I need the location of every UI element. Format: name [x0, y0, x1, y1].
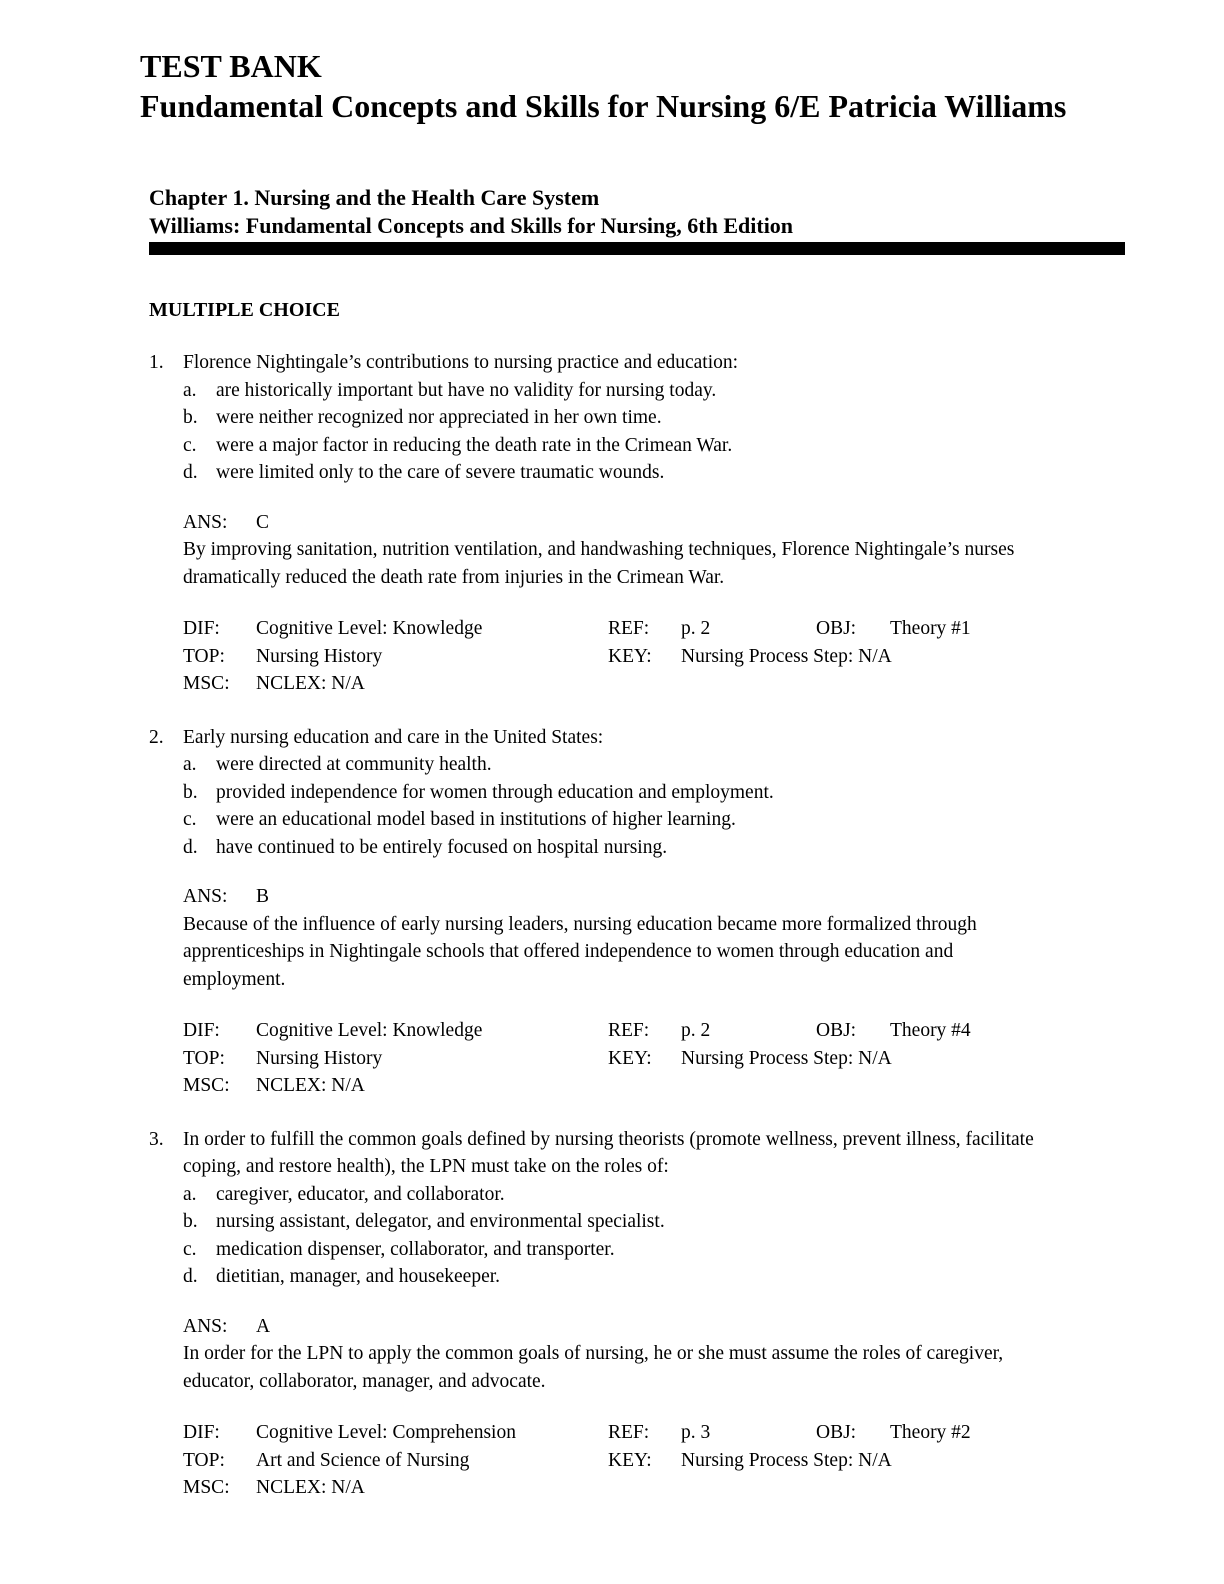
msc-label: MSC:	[183, 1075, 230, 1096]
question-2	[149, 724, 1224, 1100]
option-text: dietitian, manager, and housekeeper.	[216, 1266, 501, 1287]
chapter-subtitle: Williams: Fundamental Concepts and Skills for Nursing, 6th Edition	[149, 213, 794, 238]
option-text: have continued to be entirely focused on hospital nursing.	[216, 836, 668, 858]
msc-value: NCLEX: N/A	[256, 1075, 365, 1096]
top-label: TOP:	[183, 1047, 225, 1069]
obj-label: OBJ:	[816, 1020, 857, 1041]
option-text: were an educational model based in institutions of higher learning.	[216, 809, 736, 830]
ref-value: p. 2	[681, 1020, 711, 1041]
option-a	[183, 751, 1063, 779]
answer-value: B	[256, 886, 270, 907]
msc-label: MSC:	[183, 1477, 230, 1498]
msc-label: MSC:	[183, 673, 230, 694]
key-label: KEY:	[608, 645, 652, 667]
option-d	[183, 834, 1063, 862]
answer-label: ANS:	[183, 1315, 228, 1337]
option-text: are historically important but have no validity for nursing today.	[216, 379, 717, 401]
option-letter: b.	[183, 407, 198, 428]
option-letter: a.	[183, 379, 197, 401]
dif-label: DIF:	[183, 618, 220, 639]
answer-block	[183, 509, 1043, 592]
ref-value: p. 3	[681, 1422, 711, 1443]
option-letter: c.	[183, 1238, 197, 1260]
meta-row-msc	[183, 1072, 1063, 1100]
answer-rationale: Because of the influence of early nursing leaders, nursing education became more formalized through apprenticeships in Nightingale schools that offered independence to women through education and employment.	[183, 913, 977, 990]
option-c	[183, 432, 1063, 460]
dif-value: Cognitive Level: Comprehension	[256, 1422, 516, 1443]
option-text: nursing assistant, delegator, and environmental specialist.	[216, 1211, 665, 1232]
option-c	[183, 806, 1063, 834]
question-number: 2.	[149, 726, 164, 748]
meta-row-dif	[183, 1419, 1063, 1447]
meta-row-msc	[183, 670, 1063, 698]
meta-row-top	[183, 1045, 1063, 1073]
top-value: Nursing History	[256, 1047, 383, 1069]
top-value: Nursing History	[256, 645, 383, 667]
msc-value: NCLEX: N/A	[256, 673, 365, 694]
question-stem: Early nursing education and care in the United States:	[183, 726, 604, 748]
section-heading-multiple-choice: MULTIPLE CHOICE	[149, 299, 340, 321]
doc-title-line2: Fundamental Concepts and Skills for Nursing 6/E Patricia Williams	[140, 88, 1067, 124]
answer-label: ANS:	[183, 511, 228, 533]
dif-label: DIF:	[183, 1422, 220, 1443]
question-1	[149, 349, 1224, 698]
obj-value: Theory #4	[890, 1020, 971, 1041]
option-letter: d.	[183, 1266, 198, 1287]
divider-bar	[149, 242, 1125, 255]
ref-value: p. 2	[681, 618, 711, 639]
option-text: were directed at community health.	[216, 754, 492, 775]
option-letter: c.	[183, 809, 197, 830]
question-stem: Florence Nightingale’s contributions to nursing practice and education:	[183, 352, 739, 373]
option-text: caregiver, educator, and collaborator.	[216, 1183, 505, 1205]
answer-value: C	[256, 511, 270, 533]
option-d	[183, 1263, 1063, 1291]
question-3	[149, 1126, 1224, 1502]
answer-value: A	[256, 1315, 271, 1337]
option-a	[183, 377, 1063, 405]
option-letter: b.	[183, 781, 198, 803]
option-text: medication dispenser, collaborator, and transporter.	[216, 1238, 615, 1260]
answer-block	[183, 1313, 1043, 1396]
option-letter: c.	[183, 434, 197, 456]
dif-value: Cognitive Level: Knowledge	[256, 1020, 483, 1041]
question-number: 1.	[149, 352, 164, 373]
option-letter: b.	[183, 1211, 198, 1232]
option-text: were a major factor in reducing the death rate in the Crimean War.	[216, 434, 733, 456]
option-a	[183, 1181, 1063, 1209]
key-value: Nursing Process Step: N/A	[681, 1449, 892, 1471]
key-label: KEY:	[608, 1449, 652, 1471]
option-letter: a.	[183, 1183, 197, 1205]
top-value: Art and Science of Nursing	[256, 1449, 470, 1471]
key-value: Nursing Process Step: N/A	[681, 1047, 892, 1069]
option-c	[183, 1236, 1063, 1264]
meta-row-top	[183, 643, 1063, 671]
option-b	[183, 1208, 1063, 1236]
question-metadata	[183, 1017, 1063, 1100]
option-d	[183, 459, 1063, 487]
top-label: TOP:	[183, 645, 225, 667]
answer-rationale: In order for the LPN to apply the common goals of nursing, he or she must assume the roles of caregiver, educator, collaborator, manager, and advocate.	[183, 1343, 1004, 1392]
top-label: TOP:	[183, 1449, 225, 1471]
option-letter: d.	[183, 462, 198, 483]
obj-value: Theory #2	[890, 1422, 971, 1443]
ref-label: REF:	[608, 618, 650, 639]
answer-label: ANS:	[183, 886, 228, 907]
option-text: provided independence for women through education and employment.	[216, 781, 774, 803]
meta-row-top	[183, 1447, 1063, 1475]
option-b	[183, 404, 1063, 432]
option-b	[183, 779, 1063, 807]
obj-value: Theory #1	[890, 618, 971, 639]
chapter-heading-block	[149, 184, 1224, 255]
obj-label: OBJ:	[816, 618, 857, 639]
option-letter: a.	[183, 754, 197, 775]
ref-label: REF:	[608, 1422, 650, 1443]
question-metadata	[183, 1419, 1063, 1502]
ref-label: REF:	[608, 1020, 650, 1041]
answer-block	[183, 883, 1043, 993]
document-header	[0, 46, 1224, 126]
question-number: 3.	[149, 1128, 164, 1150]
key-label: KEY:	[608, 1047, 652, 1069]
document-body	[0, 184, 1224, 1502]
meta-row-dif	[183, 615, 1063, 643]
chapter-title: Chapter 1. Nursing and the Health Care System	[149, 185, 600, 210]
meta-row-msc	[183, 1474, 1063, 1502]
dif-value: Cognitive Level: Knowledge	[256, 618, 483, 639]
option-letter: d.	[183, 836, 198, 858]
question-stem: In order to fulfill the common goals defined by nursing theorists (promote wellness, prevent illness, facilitate coping, and restore health), the LPN must take on the roles of:	[183, 1128, 1034, 1177]
key-value: Nursing Process Step: N/A	[681, 645, 892, 667]
option-text: were limited only to the care of severe traumatic wounds.	[216, 462, 665, 483]
obj-label: OBJ:	[816, 1422, 857, 1443]
dif-label: DIF:	[183, 1020, 220, 1041]
meta-row-dif	[183, 1017, 1063, 1045]
question-metadata	[183, 615, 1063, 698]
msc-value: NCLEX: N/A	[256, 1477, 365, 1498]
option-text: were neither recognized nor appreciated in her own time.	[216, 407, 662, 428]
doc-title-line1: TEST BANK	[140, 48, 322, 84]
answer-rationale: By improving sanitation, nutrition ventilation, and handwashing techniques, Florence Nightingale’s nurses dramatically reduced the death rate from injuries in the Crimean War.	[183, 539, 1015, 588]
